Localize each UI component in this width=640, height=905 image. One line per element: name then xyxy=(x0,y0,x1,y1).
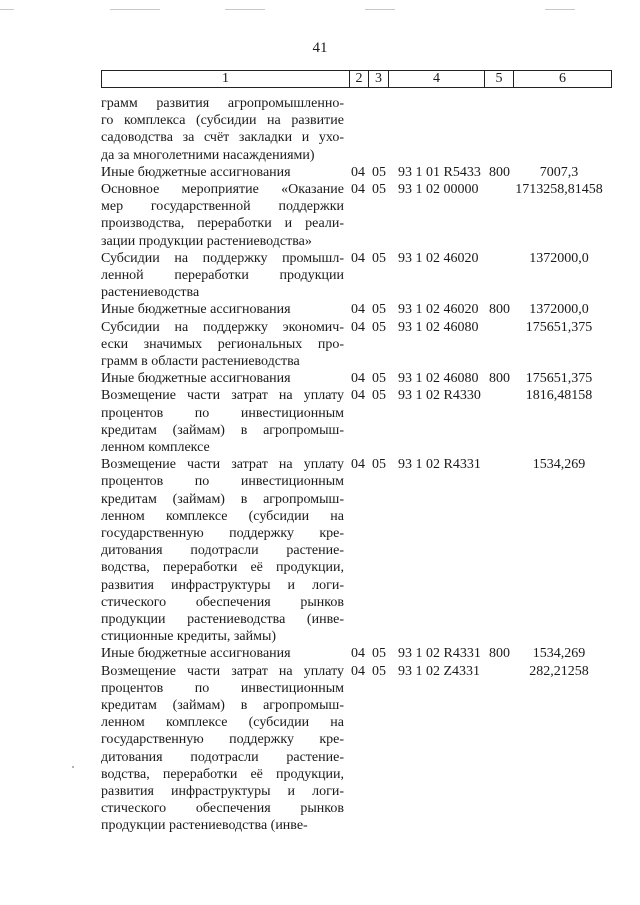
scan-edge-mark xyxy=(225,9,265,10)
row-c6-value: 1534,269 xyxy=(532,457,586,473)
row-name-line: Иные бюджетные ассигнования xyxy=(101,371,291,387)
header-col-2: 2 xyxy=(349,71,368,87)
row-name-line: растениеводства xyxy=(101,285,200,301)
row-c3-value: 05 xyxy=(372,646,386,662)
row-name-line: стического обеспечения рынков xyxy=(101,801,344,817)
row-name-line: продукции растениеводства (инве- xyxy=(101,818,308,834)
row-name-line: процентов по инвестиционным xyxy=(101,405,344,421)
row-c6-value: 1534,269 xyxy=(532,646,586,662)
row-name-line: развития инфраструктуры и логи- xyxy=(101,577,344,593)
row-c3-value: 05 xyxy=(372,302,386,318)
row-name xyxy=(101,645,344,662)
scan-speck xyxy=(72,766,74,768)
row-c3-value: 05 xyxy=(372,663,386,679)
row-c2-value: 04 xyxy=(351,319,365,335)
row-c3-value: 05 xyxy=(372,319,386,335)
row-name xyxy=(101,301,344,318)
row-name-line: стиционные кредиты, займы) xyxy=(101,629,277,645)
scan-edge-mark xyxy=(0,9,14,10)
row-name-line: стического обеспечения рынков xyxy=(101,594,344,610)
scan-edge-mark xyxy=(365,9,395,10)
header-col-5: 5 xyxy=(484,71,513,87)
row-name-line: процентов по инвестиционным xyxy=(101,474,344,490)
header-col-6: 6 xyxy=(513,71,611,87)
row-c5-value: 800 xyxy=(489,371,510,387)
row-name-line: Иные бюджетные ассигнования xyxy=(101,302,291,318)
row-name-line: кредитам (займам) в агропромыш- xyxy=(101,422,344,438)
row-name-line: ленном комплексе (субсидии на xyxy=(101,715,344,731)
row-c3-value: 05 xyxy=(372,371,386,387)
row-c4-value: 93 1 02 R4331 xyxy=(398,457,481,473)
row-name-line: грамм развития агропромышленно- xyxy=(101,96,344,111)
row-c4-value: 93 1 02 46080 xyxy=(398,371,479,387)
row-name-line: го комплекса (субсидии на развитие xyxy=(101,113,344,129)
row-c6-value: 175651,375 xyxy=(525,319,593,335)
row-name-line: государственную поддержку кре- xyxy=(101,526,344,541)
row-c2-value: 04 xyxy=(351,457,365,473)
row-name-line: ленном комплексе (субсидии на xyxy=(101,508,344,524)
scan-edge-mark xyxy=(545,9,575,10)
row-c6-value: 282,21258 xyxy=(529,663,589,679)
row-c4-value: 93 1 02 R4330 xyxy=(398,388,481,404)
row-c6-value: 7007,3 xyxy=(539,164,579,180)
row-c2-value: 04 xyxy=(351,302,365,318)
row-name-line: мер государственной поддержки xyxy=(101,199,344,215)
row-name-line: грамм в области растениеводства xyxy=(101,354,300,369)
scan-edge-mark xyxy=(110,9,160,10)
row-c3-value: 05 xyxy=(372,457,386,473)
row-name-line: Иные бюджетные ассигнования xyxy=(101,164,291,180)
row-name-line: садоводства за счёт закладки и ухо- xyxy=(101,130,344,146)
row-name-line: Возмещение части затрат на уплату xyxy=(101,457,344,473)
row-c2-value: 04 xyxy=(351,164,365,180)
row-name xyxy=(101,663,344,835)
row-c6-value: 175651,375 xyxy=(525,371,593,387)
page-number: 41 xyxy=(312,40,328,56)
row-name-line: дитования подотрасли растение- xyxy=(101,749,344,765)
row-name xyxy=(101,181,344,250)
row-name-line: Возмещение части затрат на уплату xyxy=(101,388,344,404)
row-name-line: ленном комплексе xyxy=(101,440,210,455)
row-c4-value: 93 1 01 R5433 xyxy=(398,164,481,180)
row-name-line: Субсидии на поддержку экономич- xyxy=(101,319,344,335)
row-name-line: зации продукции растениеводства» xyxy=(101,233,312,249)
row-name-line: процентов по инвестиционным xyxy=(101,680,344,696)
row-c2-value: 04 xyxy=(351,646,365,662)
row-name-line: дитования подотрасли растение- xyxy=(101,543,344,559)
table-header xyxy=(101,70,612,88)
row-name-line: водства, переработки её продукции, xyxy=(101,560,344,576)
row-name xyxy=(101,250,344,302)
row-c2-value: 04 xyxy=(351,371,365,387)
row-c3-value: 05 xyxy=(372,182,386,197)
row-c2-value: 04 xyxy=(351,388,365,404)
row-c3-value: 05 xyxy=(372,164,386,180)
row-name-line: Иные бюджетные ассигнования xyxy=(101,646,291,662)
row-name xyxy=(101,164,344,181)
row-c6-value: 1816,48158 xyxy=(525,388,593,404)
row-name-line: продукции растениеводства (инве- xyxy=(101,612,344,628)
row-c4-value: 93 1 02 R4331 xyxy=(398,646,481,662)
row-name-line: водства, переработки её продукции, xyxy=(101,766,344,782)
row-name xyxy=(101,95,344,164)
row-c2-value: 04 xyxy=(351,182,365,197)
row-name-line: ески значимых региональных про- xyxy=(101,336,344,352)
row-c6-value: 1713258,81458 xyxy=(515,182,603,197)
row-c3-value: 05 xyxy=(372,388,386,404)
row-c2-value: 04 xyxy=(351,663,365,679)
row-c6-value: 1372000,0 xyxy=(529,302,589,318)
row-name-line: ленной переработки продукции xyxy=(101,268,344,283)
row-name-line: Основное мероприятие «Оказание xyxy=(101,182,344,197)
row-name-line: Возмещение части затрат на уплату xyxy=(101,663,344,679)
header-col-3: 3 xyxy=(368,71,388,87)
row-c4-value: 93 1 02 Z4331 xyxy=(398,663,481,679)
row-c4-value: 93 1 02 46020 xyxy=(398,302,479,318)
row-name-line: кредитам (займам) в агропромыш- xyxy=(101,698,344,713)
row-name-line: Субсидии на поддержку промышл- xyxy=(101,250,344,266)
row-name-line: развития инфраструктуры и логи- xyxy=(101,784,344,800)
row-c3-value: 05 xyxy=(372,250,386,266)
row-name-line: кредитам (займам) в агропромыш- xyxy=(101,491,344,507)
row-name xyxy=(101,370,344,387)
row-c5-value: 800 xyxy=(489,302,510,318)
row-c4-value: 93 1 02 46080 xyxy=(398,319,479,335)
row-c2-value: 04 xyxy=(351,250,365,266)
row-c5-value: 800 xyxy=(489,646,510,662)
row-name xyxy=(101,387,344,456)
header-col-4: 4 xyxy=(388,71,484,87)
row-name xyxy=(101,456,344,645)
row-c4-value: 93 1 02 46020 xyxy=(398,250,479,266)
row-c4-value: 93 1 02 00000 xyxy=(398,182,479,197)
row-c5-value: 800 xyxy=(489,164,510,180)
row-name-line: государственную поддержку кре- xyxy=(101,732,344,748)
row-c6-value: 1372000,0 xyxy=(529,250,589,266)
row-name xyxy=(101,319,344,371)
row-name-line: производства, переработки и реали- xyxy=(101,216,344,232)
header-col-1: 1 xyxy=(222,71,229,86)
row-name-line: да за многолетними насаждениями) xyxy=(101,147,315,163)
